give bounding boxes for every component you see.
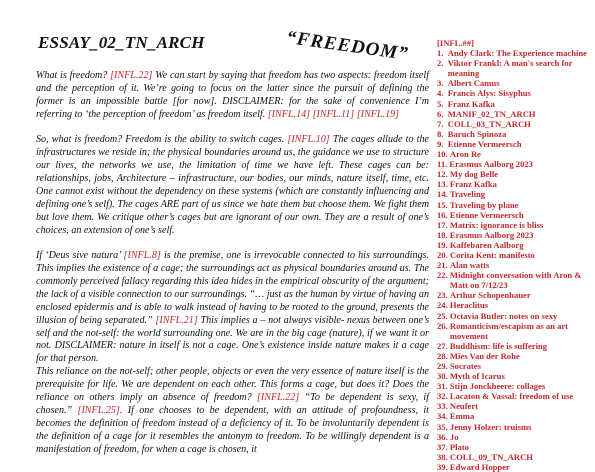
influence-label: Erasmus Aalborg 2023 [449, 159, 533, 170]
influence-number: 12. [437, 169, 450, 180]
influence-label: COLL_09_TN_ARCH [449, 451, 533, 462]
freedom-heading: “FREEDOM” [285, 27, 410, 65]
influence-label: Andy Clark: The Experience machine [447, 48, 587, 59]
influence-reference: [INFL.10] [287, 134, 330, 146]
paragraph-text: What is freedom? [36, 70, 111, 81]
influence-label: Traveling [449, 189, 486, 200]
influence-item [437, 230, 593, 240]
influence-number: 6. [437, 108, 448, 119]
influence-item [437, 361, 593, 371]
influence-label: COLL_03_TN_ARCH [447, 118, 531, 129]
influence-number: 18. [437, 229, 450, 240]
influence-item [437, 250, 593, 260]
influence-number: 35. [437, 421, 450, 432]
influence-item [437, 149, 593, 159]
influence-label: Matrix: ignorance is bliss [449, 219, 544, 230]
influence-label: Myth of Icarus [449, 371, 505, 382]
influence-number: 11. [437, 159, 450, 170]
influence-item [437, 139, 593, 149]
influence-number: 30. [437, 371, 450, 382]
influence-item [437, 371, 593, 381]
influence-item [437, 99, 593, 109]
influence-label: Baruch Spinoza [447, 128, 507, 139]
influence-label: Stijn Jonckheere: collages [449, 381, 546, 392]
influence-label: Heraclitus [449, 300, 489, 311]
influence-reference: [INFL.25] [77, 404, 120, 416]
influence-label: My dog Belle [449, 169, 499, 180]
influence-label: Mies Van der Rohe [449, 350, 520, 361]
influence-number: 4. [437, 88, 448, 99]
influences-header: [INFL.##] [437, 38, 474, 48]
influence-number: 22. [437, 270, 450, 281]
influence-item [437, 411, 593, 421]
influence-reference: [INFL.8] [123, 250, 161, 262]
influence-item [437, 290, 593, 300]
influence-item [437, 109, 593, 119]
influence-number: 17. [437, 219, 450, 230]
influence-item [437, 48, 593, 58]
influence-item [437, 210, 593, 220]
influence-item [437, 119, 593, 129]
influence-reference: [INFL.14] [INFL.11] [INFL.19] [267, 108, 400, 120]
paragraph-text: We can start by saying that freedom has two aspects: freedom itself and the perception of it. We’re going to focus on the latter since the pursuit of defining the former is an impossible battle [for now]. DISCLAIMER: for the sake of convenience I’m referring to ‘the perception of freedom’ as freedom itself. [36, 70, 429, 120]
influence-reference: [INFL.22] [256, 392, 300, 404]
influence-number: 14. [437, 189, 450, 200]
influence-number: 27. [437, 340, 450, 351]
influence-reference: [INFL.22] [110, 70, 153, 81]
influence-item [437, 240, 593, 250]
influence-item [437, 159, 593, 169]
influence-item [437, 270, 593, 290]
influence-label: Romanticism/escapism as an art movement [449, 320, 569, 341]
paragraph-2 [36, 134, 429, 237]
paragraph-4 [36, 366, 429, 456]
influence-number: 21. [437, 260, 450, 271]
influence-item [437, 78, 593, 88]
influence-label: Etienne Vermeersch [449, 209, 524, 220]
influence-item [437, 321, 593, 341]
influence-item [437, 351, 593, 361]
influence-number: 36. [437, 431, 450, 442]
influence-number: 7. [437, 118, 448, 129]
influence-number: 31. [437, 381, 450, 392]
paragraph-text: This reliance on the not-self; other people, objects or even the very essence of nature itself is the prerequisite for life. We are dependent on each other. This forms a cage, but does it? Does the reliance on others imply an absence of freedom? [36, 366, 429, 404]
paragraph-1 [36, 70, 429, 122]
paragraph-text: . If one chooses to be dependent, with an attitude of profoundness, it becomes the definition of freedom instead of a deficiency of it. To be involuntarily dependent is the definition of a cage for it resembles the antonym to freedom. To be willingly dependent is a manifestation of freedom, for when a cage is chosen, it [36, 404, 429, 455]
influence-number: 16. [437, 209, 450, 220]
influence-item [437, 452, 593, 462]
influence-label: MANIF_02_TN_ARCH [447, 108, 536, 119]
influence-number: 29. [437, 361, 450, 371]
influence-label: Franz Kafka [449, 179, 497, 190]
influence-item [437, 462, 593, 472]
paragraph-text: is the premise, one is irrevocable connected to his surroundings. This implies the existence of a cage; the surroundings act as physical boundaries around us. The commonly perceived fallacy regarding this idea hides in the empirical obscurity of the argument; the lack of a visible connection to our surroundings. “… just as the human by virtue of having an enclosed epidermis and is able to walk instead of having to be rooted to the ground, presents the illusion of being separated.” [36, 250, 429, 326]
influence-item [437, 391, 593, 401]
influence-item [437, 58, 593, 78]
influence-label: Edward Hopper [449, 461, 510, 472]
influence-number: 19. [437, 239, 450, 250]
paragraph-3 [36, 250, 429, 366]
influence-item [437, 432, 593, 442]
influence-item [437, 129, 593, 139]
influence-number: 25. [437, 310, 450, 321]
influence-number: 34. [437, 411, 450, 422]
influence-item [437, 220, 593, 230]
influence-label: Kaffebaren Aalborg [449, 239, 524, 250]
influence-number: 39. [437, 461, 450, 472]
influence-number: 28. [437, 350, 450, 361]
influence-number: 24. [437, 300, 450, 311]
influence-item [437, 311, 593, 321]
influence-label: Neufert [449, 401, 479, 412]
influence-label: Lacaton & Vassal: freedom of use [449, 391, 574, 402]
influence-label: Francis Alys: Sisyphus [447, 88, 531, 99]
influence-number: 38. [437, 451, 450, 462]
influence-number: 3. [437, 78, 448, 89]
document-title: ESSAY_02_TN_ARCH [38, 33, 205, 52]
influence-number: 32. [437, 391, 450, 402]
influence-item [437, 179, 593, 189]
influence-number: 8. [437, 128, 448, 139]
influence-number: 13. [437, 179, 450, 190]
influence-item [437, 200, 593, 210]
influence-number: 26. [437, 320, 450, 331]
influence-label: Traveling by plane [449, 199, 519, 210]
influence-label: Franz Kafka [447, 98, 495, 109]
influence-number: 10. [437, 149, 450, 160]
influence-label: Alan watts [449, 260, 490, 271]
influence-number: 2. [437, 58, 448, 69]
paragraph-text: So, what is freedom? Freedom is the ability to switch cages. [36, 134, 288, 146]
influence-label: Socrates [449, 361, 481, 371]
influence-label: Erasmus Aalborg 2023 [449, 229, 534, 240]
influence-item [437, 401, 593, 411]
influence-item [437, 189, 593, 199]
influences-list [437, 38, 593, 472]
influence-label: Buddhism: life is suffering [449, 340, 548, 351]
influence-item [437, 422, 593, 432]
influence-label: Octavia Butler: notes on sexy [449, 310, 558, 321]
influence-number: 5. [437, 98, 448, 109]
influence-label: Viktor Frankl: A man's search for meaning [447, 58, 573, 79]
influence-label: Plato [449, 441, 469, 452]
influence-item [437, 381, 593, 391]
influence-item [437, 260, 593, 270]
influence-number: 9. [437, 138, 448, 149]
influence-label: Jo [449, 431, 459, 442]
influence-number: 15. [437, 199, 450, 210]
influence-item [437, 341, 593, 351]
influence-label: Jenny Holzer: truisms [449, 421, 532, 432]
influence-number: 37. [437, 441, 450, 452]
influence-label: Corita Kent: manifesto [449, 249, 535, 260]
paragraph-text: This implies a – not always visible- nexus between one’s self and the not-self: the world surrounding one. We are in the big cage (nature), if we want it or not. DISCLAIMER: nature in itself is not a cage. One’s existence inside nature makes it a cage for that person. [36, 314, 430, 365]
influence-number: 33. [437, 401, 450, 412]
influences-items [437, 48, 593, 472]
influence-item [437, 300, 593, 310]
influence-item [437, 169, 593, 179]
paragraph-text: “To be dependent is sexy, if chosen.” [36, 392, 430, 416]
influence-number: 1. [437, 48, 448, 59]
influence-label: Arthur Schopenhauer [449, 290, 531, 301]
influence-label: Midnight conversation with Aron & Matt on 7/12/23 [449, 270, 582, 291]
influence-label: Aron Re [449, 149, 482, 160]
influence-label: Emma [449, 411, 475, 422]
influence-label: Albert Camus [447, 78, 500, 89]
influence-reference: [INFL.21] [155, 314, 198, 326]
influence-item [437, 88, 593, 98]
influence-number: 20. [437, 249, 450, 260]
influence-label: Etienne Vermeersch [447, 138, 522, 149]
influence-item [437, 442, 593, 452]
paragraph-text: The cages allude to the infrastructures we reside in; the physical boundaries around us, the guidance we use to structure our lives, the networks we use, the limitation of time we have left. These cages can be: relationships, jobs, Architecture – infrastructure, our bodies, our minds, nature itself, time, etc. One cannot exist without the dependency on these systems (which are constantly influencing and defining one’s self). The cages ARE part of us since we hate them but choose them. We fight them but love them. We critique other’s cages but are ignorant of our own. They are a result of one’s choices, an extension of one’s self. [36, 134, 430, 236]
essay-body [36, 70, 429, 469]
paragraph-text: If ‘Deus sive natura’ [36, 250, 124, 262]
influence-number: 23. [437, 290, 450, 301]
